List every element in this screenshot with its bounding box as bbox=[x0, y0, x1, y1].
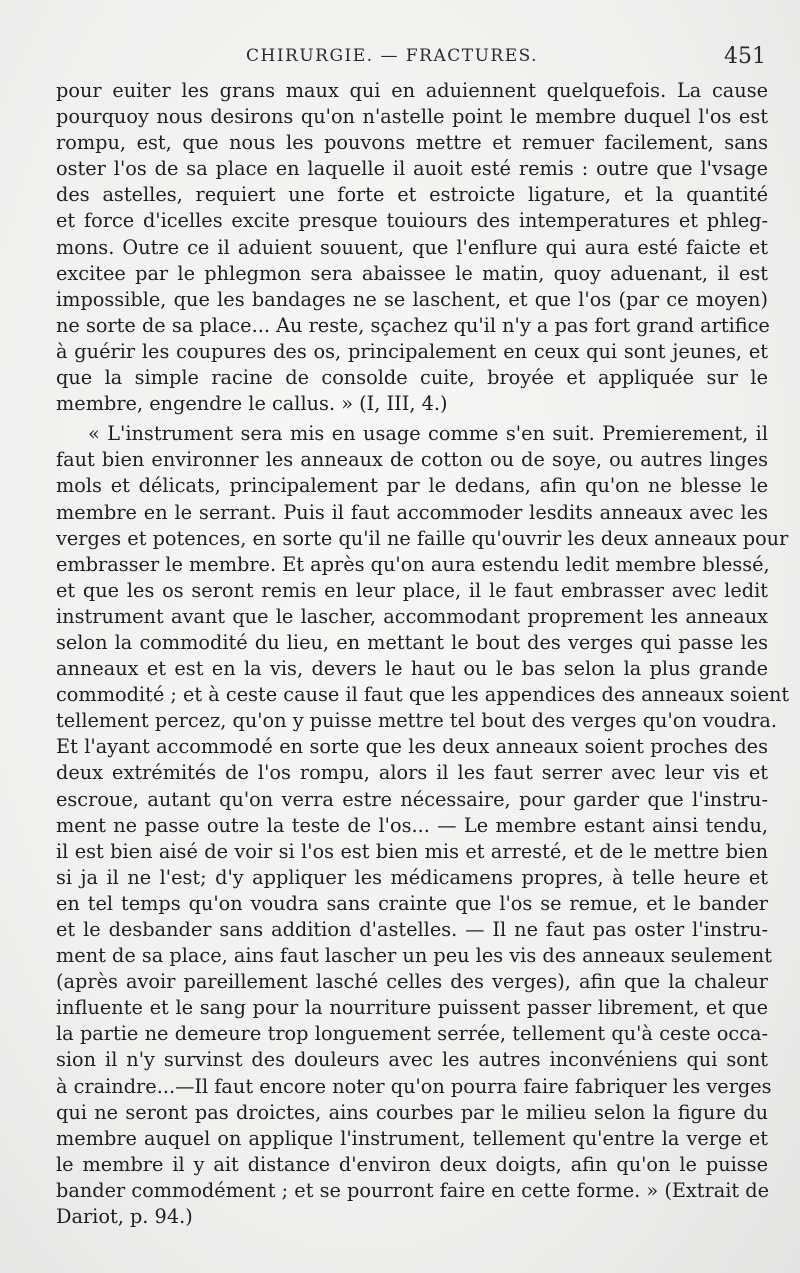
page-header bbox=[56, 44, 768, 74]
running-title: CHIRURGIE. — FRACTURES. bbox=[246, 46, 539, 66]
text-line: et le desbander sans addition d'astelles. — Il ne faut pas oster l'instru- bbox=[56, 918, 768, 941]
text-line: escroue, autant qu'on verra estre nécessaire, pour garder que l'instru- bbox=[56, 787, 768, 811]
text-line: qui ne seront pas droictes, ains courbes par le milieu selon la figure du bbox=[56, 1100, 768, 1124]
paragraph-2 bbox=[56, 421, 790, 1230]
text-line: mons. Outre ce il aduient souuent, que l'enflure qui aura esté faicte et bbox=[56, 235, 768, 259]
text-line: des astelles, requiert une forte et estroicte ligature, et la quantité bbox=[56, 183, 768, 207]
text-line: embrasser le membre. Et après qu'on aura estendu ledit membre blessé, bbox=[56, 552, 770, 576]
text-line: le membre il y ait distance d'environ deux doigts, afin qu'on le puisse bbox=[56, 1152, 768, 1176]
text-line: « L'instrument sera mis en usage comme s'en suit. Premierement, il bbox=[88, 422, 768, 446]
text-line: que la simple racine de consolde cuite, broyée et appliquée sur le bbox=[56, 366, 768, 390]
text-line: sion il n'y survinst des douleurs avec les autres inconvéniens qui sont bbox=[56, 1048, 768, 1072]
text-line: à guérir les coupures des os, principalement en ceux qui sont jeunes, et bbox=[56, 339, 768, 363]
text-line: et force d'icelles excite presque touiours des intemperatures et phleg- bbox=[56, 209, 768, 233]
text-line: pourquoy nous desirons qu'on n'astelle point le membre duquel l'os est bbox=[56, 105, 768, 129]
text-line: ne sorte de sa place... Au reste, sçachez qu'il n'y a pas fort grand artifice bbox=[56, 313, 770, 337]
text-line: ment de sa place, ains faut lascher un peu les vis des anneaux seulement bbox=[56, 944, 772, 968]
text-line: membre en le serrant. Puis il faut accommoder lesdits anneaux avec les bbox=[56, 500, 768, 524]
text-line: faut bien environner les anneaux de cotton ou de soye, ou autres linges bbox=[56, 448, 768, 472]
text-line: anneaux et est en la vis, devers le haut ou le bas selon la plus grande bbox=[56, 657, 768, 681]
paragraph-1 bbox=[56, 78, 768, 417]
body-text bbox=[56, 78, 790, 1230]
text-line: pour euiter les grans maux qui en aduiennent quelquefois. La cause bbox=[56, 79, 768, 102]
text-line: membre, engendre le callus. » (I, III, 4.) bbox=[56, 392, 448, 416]
text-line: et que les os seront remis en leur place, il le faut embrasser avec ledit bbox=[56, 578, 768, 602]
text-line: Et l'ayant accommodé en sorte que les deux anneaux soient proches des bbox=[56, 735, 768, 759]
page-number: 451 bbox=[724, 44, 766, 69]
text-line: Dariot, p. 94.) bbox=[56, 1205, 193, 1229]
text-line: il est bien aisé de voir si l'os est bien mis et arresté, et de le mettre bien bbox=[56, 839, 768, 863]
text-line: rompu, est, que nous les pouvons mettre et remuer facilement, sans bbox=[56, 131, 768, 155]
text-line: selon la commodité du lieu, en mettant le bout des verges qui passe les bbox=[56, 630, 768, 654]
text-line: (après avoir pareillement lasché celles des verges), afin que la chaleur bbox=[56, 970, 768, 994]
text-line: verges et potences, en sorte qu'il ne faille qu'ouvrir les deux anneaux pour bbox=[56, 526, 789, 550]
text-line: oster l'os de sa place en laquelle il auoit esté remis : outre que l'vsage bbox=[56, 157, 768, 181]
text-line: à craindre...—Il faut encore noter qu'on pourra faire fabriquer les verges bbox=[56, 1074, 772, 1098]
text-line: influente et le sang pour la nourriture puissent passer librement, et que bbox=[56, 996, 768, 1020]
text-line: impossible, que les bandages ne se laschent, et que l'os (par ce moyen) bbox=[56, 287, 768, 311]
text-line: en tel temps qu'on voudra sans crainte que l'os se remue, et le bander bbox=[56, 891, 768, 915]
text-line: bander commodément ; et se pourront faire en cette forme. » (Extrait de bbox=[56, 1178, 770, 1202]
text-line: instrument avant que le lascher, accommodant proprement les anneaux bbox=[56, 604, 768, 628]
text-line: si ja il ne l'est; d'y appliquer les médicamens propres, à telle heure et bbox=[56, 865, 768, 889]
text-line: excitee par le phlegmon sera abaissee le matin, quoy aduenant, il est bbox=[56, 261, 768, 285]
text-line: ment ne passe outre la teste de l'os... — Le membre estant ainsi tendu, bbox=[56, 813, 768, 837]
text-line: mols et délicats, principalement par le dedans, afin qu'on ne blesse le bbox=[56, 474, 768, 498]
text-line: membre auquel on applique l'instrument, tellement qu'entre la verge et bbox=[56, 1126, 768, 1150]
text-line: la partie ne demeure trop longuement serrée, tellement qu'à ceste occa- bbox=[56, 1022, 768, 1046]
text-line: commodité ; et à ceste cause il faut que les appendices des anneaux soient bbox=[56, 683, 790, 707]
text-line: tellement percez, qu'on y puisse mettre tel bout des verges qu'on voudra. bbox=[56, 709, 778, 733]
text-line: deux extrémités de l'os rompu, alors il les faut serrer avec leur vis et bbox=[56, 761, 768, 785]
